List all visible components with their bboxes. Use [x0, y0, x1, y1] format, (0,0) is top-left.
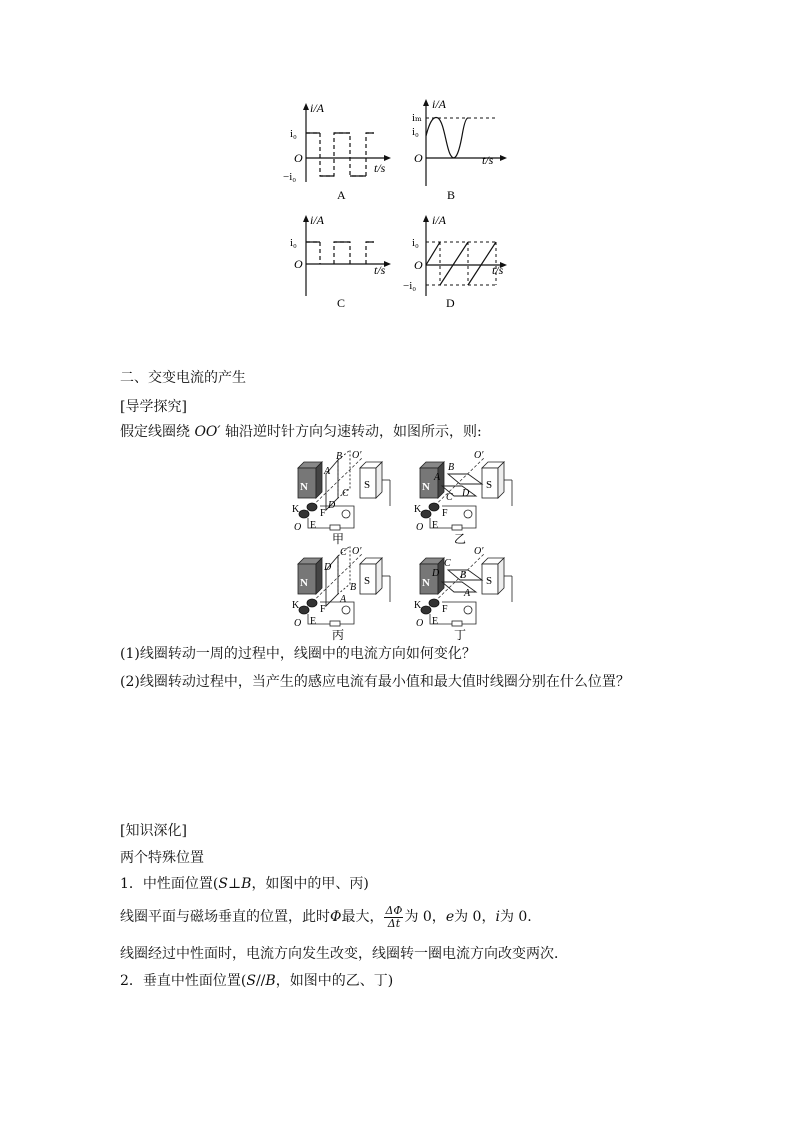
coil-figure-jia [290, 450, 402, 546]
svg-text:K: K [292, 600, 300, 611]
svg-text:C: C [340, 547, 347, 558]
square-wave [306, 133, 374, 176]
svg-text:O′: O′ [474, 450, 484, 461]
graph-b [402, 96, 514, 205]
svg-text:B: B [448, 462, 455, 473]
svg-text:S: S [486, 575, 493, 587]
svg-text:C: C [444, 558, 451, 569]
svg-text:D: D [432, 568, 440, 579]
svg-text:B: B [336, 451, 343, 462]
svg-text:S: S [486, 479, 493, 491]
svg-text:O′: O′ [352, 546, 362, 557]
svg-text:D: D [324, 562, 332, 573]
svg-text:A: A [340, 594, 347, 605]
y-axis-label: i/A [432, 213, 446, 227]
svg-text:B: B [460, 570, 467, 581]
intro-line: 假定线圈绕 OO′ 轴沿逆时针方向匀速转动，如图所示，则: [120, 424, 482, 440]
svg-text:N: N [300, 481, 308, 493]
y-axis-label: i/A [310, 101, 324, 115]
svg-text:K: K [292, 504, 300, 515]
svg-text:K: K [414, 600, 422, 611]
svg-text:C: C [446, 492, 453, 503]
coil-figure-yi [412, 450, 524, 546]
y-pos-label: i₀ [412, 126, 419, 138]
svg-text:N: N [422, 481, 430, 493]
sine-wave [426, 118, 468, 158]
svg-text:D: D [462, 488, 470, 499]
flux-rate-fraction: $\frac{\Delta\Phi}{\Delta t}$ [385, 903, 403, 930]
svg-text:E: E [432, 520, 439, 531]
x-axis-label: t/s [482, 153, 494, 167]
y-neg-label: −i₀ [403, 280, 417, 292]
figure-caption: 乙 [454, 532, 467, 546]
question-2: (2)线圈转动过程中，当产生的感应电流有最小值和最大值时线圈分别在什么位置？ [120, 674, 630, 690]
coil-loop [448, 474, 482, 484]
svg-text:F: F [442, 508, 448, 519]
svg-text:E: E [432, 616, 439, 627]
svg-text:D: D [328, 500, 336, 511]
svg-text:C: C [342, 488, 349, 499]
svg-text:A: A [324, 466, 331, 477]
svg-text:N: N [300, 577, 308, 589]
svg-text:S: S [364, 479, 371, 491]
graph-d [402, 212, 520, 314]
svg-text:F: F [320, 508, 326, 519]
svg-text:O: O [294, 618, 302, 629]
origin-label: O [414, 258, 423, 272]
graph-caption: B [447, 188, 456, 202]
svg-text:O: O [294, 522, 302, 533]
y-neg-label: −i₀ [283, 171, 297, 183]
point-1-heading: 1．中性面位置(S⊥B，如图中的甲、丙) [120, 876, 369, 892]
figure-caption: 丁 [454, 628, 467, 642]
question-1: (1)线圈转动一周的过程中，线圈中的电流方向如何变化？ [120, 646, 476, 662]
graph-caption: C [337, 296, 346, 310]
figure-caption: 甲 [332, 532, 345, 546]
origin-label: O [294, 151, 303, 165]
svg-text:A: A [434, 472, 441, 483]
y-pos-label: i₀ [412, 237, 419, 249]
graph-caption: A [337, 188, 346, 202]
coil-figure-ding [412, 546, 524, 642]
pulse-wave [306, 242, 374, 264]
origin-label: O [294, 257, 303, 271]
y-pos-label: i₀ [290, 237, 297, 249]
knowledge-subtitle: 两个特殊位置 [120, 850, 204, 866]
y-axis-label: i/A [310, 213, 324, 227]
x-axis-label: t/s [492, 263, 504, 277]
y-axis-label: i/A [432, 97, 446, 111]
svg-text:O: O [416, 618, 424, 629]
x-axis-label: t/s [374, 161, 386, 175]
svg-text:F: F [320, 604, 326, 615]
svg-text:E: E [310, 616, 317, 627]
x-axis-label: t/s [374, 263, 386, 277]
guide-title: [导学探究] [120, 399, 187, 415]
svg-text:B: B [350, 582, 357, 593]
point-2-heading: 2．垂直中性面位置(S//B，如图中的乙、丁) [120, 973, 394, 989]
coil-figure-bing [290, 546, 402, 642]
y-pos-label: i₀ [290, 128, 297, 140]
origin-label: O [414, 151, 423, 165]
svg-text:S: S [364, 575, 371, 587]
svg-text:E: E [310, 520, 317, 531]
svg-text:K: K [414, 504, 422, 515]
svg-text:A: A [464, 588, 471, 599]
point-1-body: 线圈平面与磁场垂直的位置，此时Φ最大， $\frac{\Delta\Phi}{\Delta t}$ 为 0，e为 0，i为 0. [120, 903, 532, 930]
knowledge-title: [知识深化] [120, 823, 187, 839]
svg-text:O: O [416, 522, 424, 533]
point-1-note: 线圈经过中性面时，电流方向发生改变，线圈转一圈电流方向改变两次． [120, 946, 568, 962]
y-max-label: iₘ [412, 112, 422, 124]
svg-text:N: N [422, 577, 430, 589]
svg-text:F: F [442, 604, 448, 615]
graph-c [282, 212, 394, 314]
svg-text:O′: O′ [474, 546, 484, 557]
graph-a [282, 100, 394, 205]
graph-caption: D [446, 296, 455, 310]
figure-caption: 丙 [332, 628, 345, 642]
sawtooth-wave [426, 242, 496, 285]
svg-text:O′: O′ [352, 450, 362, 461]
section-heading: 二、交变电流的产生 [120, 370, 246, 386]
